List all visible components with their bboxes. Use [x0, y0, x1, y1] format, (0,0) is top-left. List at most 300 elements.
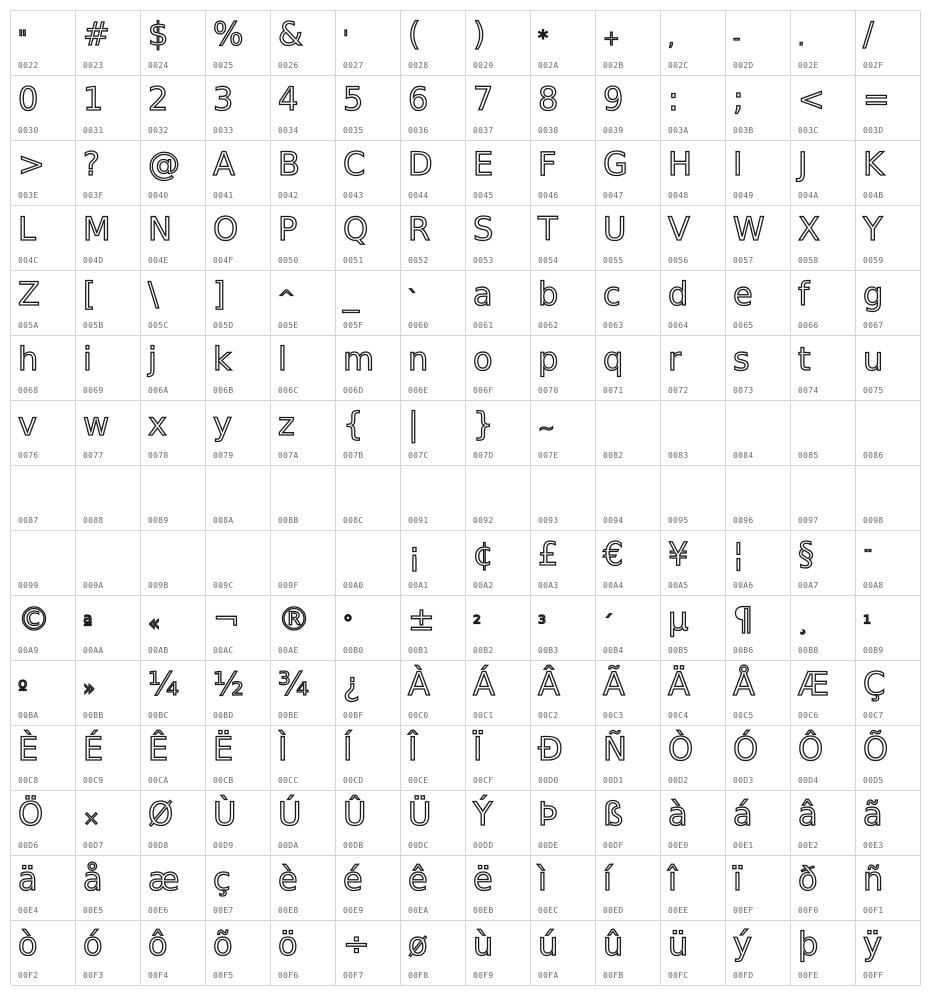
- glyph-cell[interactable]: [791, 856, 856, 921]
- codepoint-label: 0046: [538, 191, 559, 200]
- glyph-cell[interactable]: [661, 336, 726, 401]
- glyph-cell[interactable]: [271, 531, 336, 596]
- glyph-cell[interactable]: [271, 271, 336, 336]
- glyph-sample: õ: [213, 925, 233, 963]
- glyph-cell[interactable]: [531, 791, 596, 856]
- glyph-cell[interactable]: [271, 11, 336, 76]
- glyph-cell[interactable]: [726, 206, 791, 271]
- codepoint-label: 006C: [278, 386, 299, 395]
- glyph-cell[interactable]: [856, 726, 921, 791]
- glyph-cell[interactable]: [401, 661, 466, 726]
- glyph-cell[interactable]: [141, 76, 206, 141]
- glyph-sample: »: [83, 676, 96, 700]
- glyph-cell[interactable]: [11, 726, 76, 791]
- glyph-sample: ß: [603, 795, 624, 833]
- glyph-cell[interactable]: [531, 76, 596, 141]
- glyph-cell[interactable]: [856, 401, 921, 466]
- glyph-cell[interactable]: [206, 791, 271, 856]
- glyph-cell[interactable]: [726, 11, 791, 76]
- glyph-cell[interactable]: [791, 661, 856, 726]
- glyph-cell[interactable]: [791, 531, 856, 596]
- glyph-cell[interactable]: [336, 271, 401, 336]
- codepoint-label: 00F0: [798, 906, 819, 915]
- codepoint-label: 0085: [798, 451, 819, 460]
- glyph-cell[interactable]: [336, 596, 401, 661]
- glyph-cell[interactable]: [206, 531, 271, 596]
- codepoint-label: 009A: [83, 581, 104, 590]
- glyph-cell[interactable]: [141, 271, 206, 336]
- glyph-cell[interactable]: [336, 141, 401, 206]
- glyph-cell[interactable]: [401, 271, 466, 336]
- glyph-cell[interactable]: [76, 856, 141, 921]
- glyph-cell[interactable]: [11, 206, 76, 271]
- glyph-cell[interactable]: [531, 726, 596, 791]
- glyph-cell[interactable]: [596, 661, 661, 726]
- glyph-sample: ±: [408, 600, 435, 638]
- glyph-cell[interactable]: [76, 141, 141, 206]
- codepoint-label: 00F9: [473, 971, 494, 980]
- glyph-cell[interactable]: [401, 11, 466, 76]
- glyph-cell[interactable]: [271, 336, 336, 401]
- glyph-cell[interactable]: [466, 11, 531, 76]
- glyph-sample: f: [798, 275, 810, 313]
- glyph-cell[interactable]: [661, 76, 726, 141]
- codepoint-label: 0033: [213, 126, 234, 135]
- glyph-cell[interactable]: [271, 726, 336, 791]
- codepoint-label: 0067: [863, 321, 884, 330]
- glyph-cell[interactable]: [141, 596, 206, 661]
- glyph-cell[interactable]: [791, 141, 856, 206]
- glyph-cell[interactable]: [76, 76, 141, 141]
- glyph-cell[interactable]: [336, 921, 401, 986]
- glyph-cell[interactable]: [531, 271, 596, 336]
- glyph-cell[interactable]: [726, 141, 791, 206]
- glyph-cell[interactable]: [596, 76, 661, 141]
- codepoint-label: 008C: [343, 516, 364, 525]
- glyph-cell[interactable]: [856, 11, 921, 76]
- glyph-sample: á: [733, 795, 753, 833]
- glyph-cell[interactable]: [856, 791, 921, 856]
- glyph-cell[interactable]: [466, 856, 531, 921]
- glyph-cell[interactable]: [141, 466, 206, 531]
- glyph-cell[interactable]: [466, 791, 531, 856]
- glyph-sample: (: [408, 15, 421, 53]
- glyph-cell[interactable]: [791, 596, 856, 661]
- glyph-cell[interactable]: [76, 271, 141, 336]
- glyph-cell[interactable]: [661, 726, 726, 791]
- codepoint-label: 0038: [538, 126, 559, 135]
- glyph-cell[interactable]: [11, 661, 76, 726]
- glyph-cell[interactable]: [661, 661, 726, 726]
- glyph-cell[interactable]: [596, 206, 661, 271]
- glyph-sample: 3: [213, 80, 234, 118]
- glyph-cell[interactable]: [466, 531, 531, 596]
- glyph-cell[interactable]: [336, 661, 401, 726]
- glyph-sample: ª: [83, 611, 93, 635]
- codepoint-label: 00D3: [733, 776, 754, 785]
- glyph-sample: S: [473, 210, 494, 248]
- glyph-sample: Đ: [538, 730, 563, 768]
- glyph-cell[interactable]: [76, 791, 141, 856]
- glyph-cell[interactable]: [856, 466, 921, 531]
- glyph-cell[interactable]: [141, 11, 206, 76]
- glyph-cell[interactable]: [466, 596, 531, 661]
- glyph-cell[interactable]: [76, 661, 141, 726]
- glyph-cell[interactable]: [336, 76, 401, 141]
- glyph-cell[interactable]: [76, 206, 141, 271]
- glyph-sample: J: [798, 145, 808, 183]
- glyph-cell[interactable]: [11, 336, 76, 401]
- glyph-cell[interactable]: [791, 76, 856, 141]
- glyph-cell[interactable]: [726, 336, 791, 401]
- glyph-cell[interactable]: [856, 336, 921, 401]
- glyph-sample: Ã: [603, 665, 625, 703]
- glyph-cell[interactable]: [596, 336, 661, 401]
- codepoint-label: 00D5: [863, 776, 884, 785]
- glyph-cell[interactable]: [206, 596, 271, 661]
- glyph-cell[interactable]: [726, 921, 791, 986]
- glyph-sample: q: [603, 340, 624, 378]
- glyph-sample: j: [148, 340, 157, 378]
- glyph-cell[interactable]: [206, 271, 271, 336]
- glyph-cell[interactable]: [11, 271, 76, 336]
- codepoint-label: 0053: [473, 256, 494, 265]
- glyph-cell[interactable]: [726, 76, 791, 141]
- glyph-cell[interactable]: [856, 531, 921, 596]
- glyph-cell[interactable]: [596, 271, 661, 336]
- glyph-sample: æ: [148, 860, 180, 898]
- glyph-cell[interactable]: [596, 531, 661, 596]
- glyph-cell[interactable]: [661, 11, 726, 76]
- glyph-cell[interactable]: [11, 856, 76, 921]
- glyph-cell[interactable]: [336, 856, 401, 921]
- glyph-cell[interactable]: [661, 466, 726, 531]
- codepoint-label: 00E4: [18, 906, 39, 915]
- glyph-cell[interactable]: [141, 791, 206, 856]
- glyph-cell[interactable]: [76, 921, 141, 986]
- glyph-sample: Q: [343, 210, 369, 248]
- codepoint-label: 0071: [603, 386, 624, 395]
- glyph-cell[interactable]: [11, 141, 76, 206]
- glyph-cell[interactable]: [726, 726, 791, 791]
- glyph-cell[interactable]: [76, 726, 141, 791]
- glyph-sample: R: [408, 210, 431, 248]
- glyph-cell[interactable]: [141, 336, 206, 401]
- codepoint-label: 00EF: [733, 906, 754, 915]
- glyph-sample: h: [18, 340, 39, 378]
- glyph-cell[interactable]: [596, 401, 661, 466]
- glyph-cell[interactable]: [76, 596, 141, 661]
- glyph-cell[interactable]: [401, 141, 466, 206]
- glyph-sample: É: [83, 730, 104, 768]
- glyph-sample: T: [538, 210, 558, 248]
- glyph-sample: Ï: [473, 730, 483, 768]
- glyph-sample: -: [733, 26, 741, 50]
- glyph-cell[interactable]: [791, 921, 856, 986]
- glyph-sample: Ñ: [603, 730, 627, 768]
- glyph-cell[interactable]: [11, 76, 76, 141]
- glyph-cell[interactable]: [531, 466, 596, 531]
- glyph-cell[interactable]: [141, 531, 206, 596]
- glyph-cell[interactable]: [531, 661, 596, 726]
- glyph-cell[interactable]: [271, 921, 336, 986]
- glyph-sample: ¹: [863, 611, 872, 635]
- glyph-sample: à: [668, 795, 688, 833]
- glyph-cell[interactable]: [271, 76, 336, 141]
- glyph-cell[interactable]: [856, 271, 921, 336]
- glyph-cell[interactable]: [271, 791, 336, 856]
- glyph-sample: E: [473, 145, 494, 183]
- glyph-cell[interactable]: [271, 596, 336, 661]
- glyph-cell[interactable]: [401, 401, 466, 466]
- glyph-cell[interactable]: [466, 661, 531, 726]
- glyph-cell[interactable]: [11, 921, 76, 986]
- glyph-cell[interactable]: [856, 856, 921, 921]
- codepoint-label: 00E1: [733, 841, 754, 850]
- glyph-sample: g: [863, 275, 884, 313]
- codepoint-label: 00D1: [603, 776, 624, 785]
- glyph-sample: í: [603, 860, 612, 898]
- codepoint-label: 00D6: [18, 841, 39, 850]
- glyph-cell[interactable]: [336, 726, 401, 791]
- glyph-cell[interactable]: [726, 856, 791, 921]
- glyph-cell[interactable]: [141, 401, 206, 466]
- glyph-sample: Ù: [213, 795, 237, 833]
- glyph-cell[interactable]: [791, 401, 856, 466]
- codepoint-label: 00F6: [278, 971, 299, 980]
- glyph-sample: }: [473, 405, 494, 443]
- glyph-sample: N: [148, 210, 172, 248]
- glyph-cell[interactable]: [726, 271, 791, 336]
- glyph-cell[interactable]: [141, 726, 206, 791]
- glyph-cell[interactable]: [596, 596, 661, 661]
- glyph-sample: *: [538, 26, 548, 50]
- glyph-cell[interactable]: [141, 206, 206, 271]
- glyph-cell[interactable]: [336, 531, 401, 596]
- codepoint-label: 0061: [473, 321, 494, 330]
- glyph-sample: <: [798, 80, 825, 118]
- glyph-cell[interactable]: [531, 336, 596, 401]
- codepoint-label: 00BE: [278, 711, 299, 720]
- glyph-cell[interactable]: [726, 791, 791, 856]
- glyph-cell[interactable]: [661, 206, 726, 271]
- glyph-cell[interactable]: [726, 466, 791, 531]
- glyph-cell[interactable]: [76, 531, 141, 596]
- glyph-sample: @: [148, 145, 180, 183]
- glyph-cell[interactable]: [791, 336, 856, 401]
- glyph-cell[interactable]: [11, 531, 76, 596]
- codepoint-label: 00B6: [733, 646, 754, 655]
- glyph-cell[interactable]: [596, 726, 661, 791]
- glyph-cell[interactable]: [856, 921, 921, 986]
- glyph-cell[interactable]: [401, 856, 466, 921]
- glyph-cell[interactable]: [531, 856, 596, 921]
- glyph-cell[interactable]: [336, 11, 401, 76]
- glyph-cell[interactable]: [661, 401, 726, 466]
- glyph-cell[interactable]: [791, 466, 856, 531]
- codepoint-label: 00A1: [408, 581, 429, 590]
- codepoint-label: 00BC: [148, 711, 169, 720]
- glyph-cell[interactable]: [791, 271, 856, 336]
- glyph-cell[interactable]: [141, 856, 206, 921]
- glyph-cell[interactable]: [271, 661, 336, 726]
- glyph-cell[interactable]: [401, 466, 466, 531]
- codepoint-label: 00C3: [603, 711, 624, 720]
- codepoint-label: 0052: [408, 256, 429, 265]
- glyph-cell[interactable]: [661, 791, 726, 856]
- glyph-cell[interactable]: [531, 141, 596, 206]
- glyph-cell[interactable]: [791, 206, 856, 271]
- glyph-cell[interactable]: [76, 11, 141, 76]
- glyph-cell[interactable]: [336, 336, 401, 401]
- glyph-cell[interactable]: [466, 206, 531, 271]
- glyph-cell[interactable]: [661, 271, 726, 336]
- glyph-cell[interactable]: [661, 856, 726, 921]
- glyph-cell[interactable]: [141, 661, 206, 726]
- glyph-cell[interactable]: [271, 401, 336, 466]
- glyph-cell[interactable]: [401, 531, 466, 596]
- codepoint-label: 0069: [83, 386, 104, 395]
- glyph-cell[interactable]: [466, 466, 531, 531]
- glyph-cell[interactable]: [76, 336, 141, 401]
- glyph-cell[interactable]: [466, 726, 531, 791]
- glyph-sample: t: [798, 340, 811, 378]
- glyph-cell[interactable]: [791, 791, 856, 856]
- codepoint-label: 006A: [148, 386, 169, 395]
- glyph-cell[interactable]: [11, 466, 76, 531]
- glyph-cell[interactable]: [531, 596, 596, 661]
- codepoint-label: 00DE: [538, 841, 559, 850]
- codepoint-label: 002A: [538, 61, 559, 70]
- glyph-sample: Á: [473, 665, 495, 703]
- codepoint-label: 00DC: [408, 841, 429, 850]
- glyph-cell[interactable]: [466, 76, 531, 141]
- codepoint-label: 004D: [83, 256, 104, 265]
- codepoint-label: 005C: [148, 321, 169, 330]
- glyph-cell[interactable]: [596, 791, 661, 856]
- glyph-cell[interactable]: [336, 791, 401, 856]
- glyph-cell[interactable]: [856, 206, 921, 271]
- glyph-cell[interactable]: [76, 466, 141, 531]
- glyph-cell[interactable]: [401, 726, 466, 791]
- glyph-cell[interactable]: [11, 11, 76, 76]
- glyph-sample: ;: [733, 80, 744, 118]
- glyph-cell[interactable]: [531, 206, 596, 271]
- glyph-cell[interactable]: [596, 921, 661, 986]
- glyph-cell[interactable]: [401, 921, 466, 986]
- glyph-cell[interactable]: [596, 141, 661, 206]
- glyph-cell[interactable]: [531, 921, 596, 986]
- codepoint-label: 00EE: [668, 906, 689, 915]
- glyph-cell[interactable]: [206, 206, 271, 271]
- glyph-cell[interactable]: [76, 401, 141, 466]
- glyph-cell[interactable]: [726, 661, 791, 726]
- glyph-cell[interactable]: [596, 11, 661, 76]
- glyph-cell[interactable]: [466, 921, 531, 986]
- glyph-cell[interactable]: [206, 921, 271, 986]
- glyph-sample: Ò: [668, 730, 694, 768]
- glyph-cell[interactable]: [401, 596, 466, 661]
- glyph-cell[interactable]: [206, 856, 271, 921]
- glyph-cell[interactable]: [661, 141, 726, 206]
- glyph-cell[interactable]: [271, 206, 336, 271]
- glyph-cell[interactable]: [206, 11, 271, 76]
- glyph-cell[interactable]: [401, 791, 466, 856]
- codepoint-label: 0056: [668, 256, 689, 265]
- glyph-cell[interactable]: [336, 466, 401, 531]
- glyph-sample: 5: [343, 80, 364, 118]
- glyph-sample: ¨: [863, 546, 873, 570]
- glyph-cell[interactable]: [531, 531, 596, 596]
- glyph-cell[interactable]: [141, 141, 206, 206]
- glyph-sample: ¾: [278, 665, 310, 703]
- glyph-cell[interactable]: [11, 401, 76, 466]
- glyph-sample: H: [668, 145, 693, 183]
- glyph-cell[interactable]: [856, 596, 921, 661]
- codepoint-label: 0055: [603, 256, 624, 265]
- glyph-cell[interactable]: [596, 856, 661, 921]
- glyph-cell[interactable]: [661, 596, 726, 661]
- glyph-cell[interactable]: [11, 596, 76, 661]
- glyph-cell[interactable]: [661, 921, 726, 986]
- codepoint-label: 0045: [473, 191, 494, 200]
- glyph-cell[interactable]: [206, 141, 271, 206]
- glyph-cell[interactable]: [336, 206, 401, 271]
- glyph-cell[interactable]: [141, 921, 206, 986]
- glyph-cell[interactable]: [271, 466, 336, 531]
- glyph-sample: ©: [18, 600, 50, 638]
- glyph-cell[interactable]: [856, 661, 921, 726]
- glyph-cell[interactable]: [791, 11, 856, 76]
- glyph-cell[interactable]: [206, 336, 271, 401]
- glyph-sample: Ö: [18, 795, 44, 833]
- glyph-sample: |: [408, 405, 419, 443]
- glyph-cell[interactable]: [726, 401, 791, 466]
- glyph-cell[interactable]: [271, 856, 336, 921]
- glyph-cell[interactable]: [466, 271, 531, 336]
- glyph-cell[interactable]: [206, 661, 271, 726]
- codepoint-label: 007B: [343, 451, 364, 460]
- glyph-cell[interactable]: [206, 76, 271, 141]
- glyph-cell[interactable]: [726, 531, 791, 596]
- glyph-cell[interactable]: [336, 401, 401, 466]
- glyph-cell[interactable]: [401, 206, 466, 271]
- codepoint-label: 003C: [798, 126, 819, 135]
- glyph-cell[interactable]: [206, 401, 271, 466]
- glyph-cell[interactable]: [856, 76, 921, 141]
- glyph-cell[interactable]: [11, 791, 76, 856]
- glyph-cell[interactable]: [596, 466, 661, 531]
- codepoint-label: 006F: [473, 386, 494, 395]
- glyph-cell[interactable]: [466, 141, 531, 206]
- glyph-cell[interactable]: [271, 141, 336, 206]
- glyph-sample: ê: [408, 860, 428, 898]
- glyph-cell[interactable]: [466, 401, 531, 466]
- glyph-sample: ×: [83, 806, 100, 830]
- glyph-cell[interactable]: [791, 726, 856, 791]
- glyph-cell[interactable]: [401, 336, 466, 401]
- glyph-cell[interactable]: [401, 76, 466, 141]
- glyph-cell[interactable]: [206, 466, 271, 531]
- glyph-cell[interactable]: [531, 11, 596, 76]
- glyph-cell[interactable]: [856, 141, 921, 206]
- glyph-cell[interactable]: [206, 726, 271, 791]
- glyph-cell[interactable]: [661, 531, 726, 596]
- codepoint-label: 0051: [343, 256, 364, 265]
- glyph-cell[interactable]: [531, 401, 596, 466]
- glyph-cell[interactable]: [726, 596, 791, 661]
- glyph-cell[interactable]: [466, 336, 531, 401]
